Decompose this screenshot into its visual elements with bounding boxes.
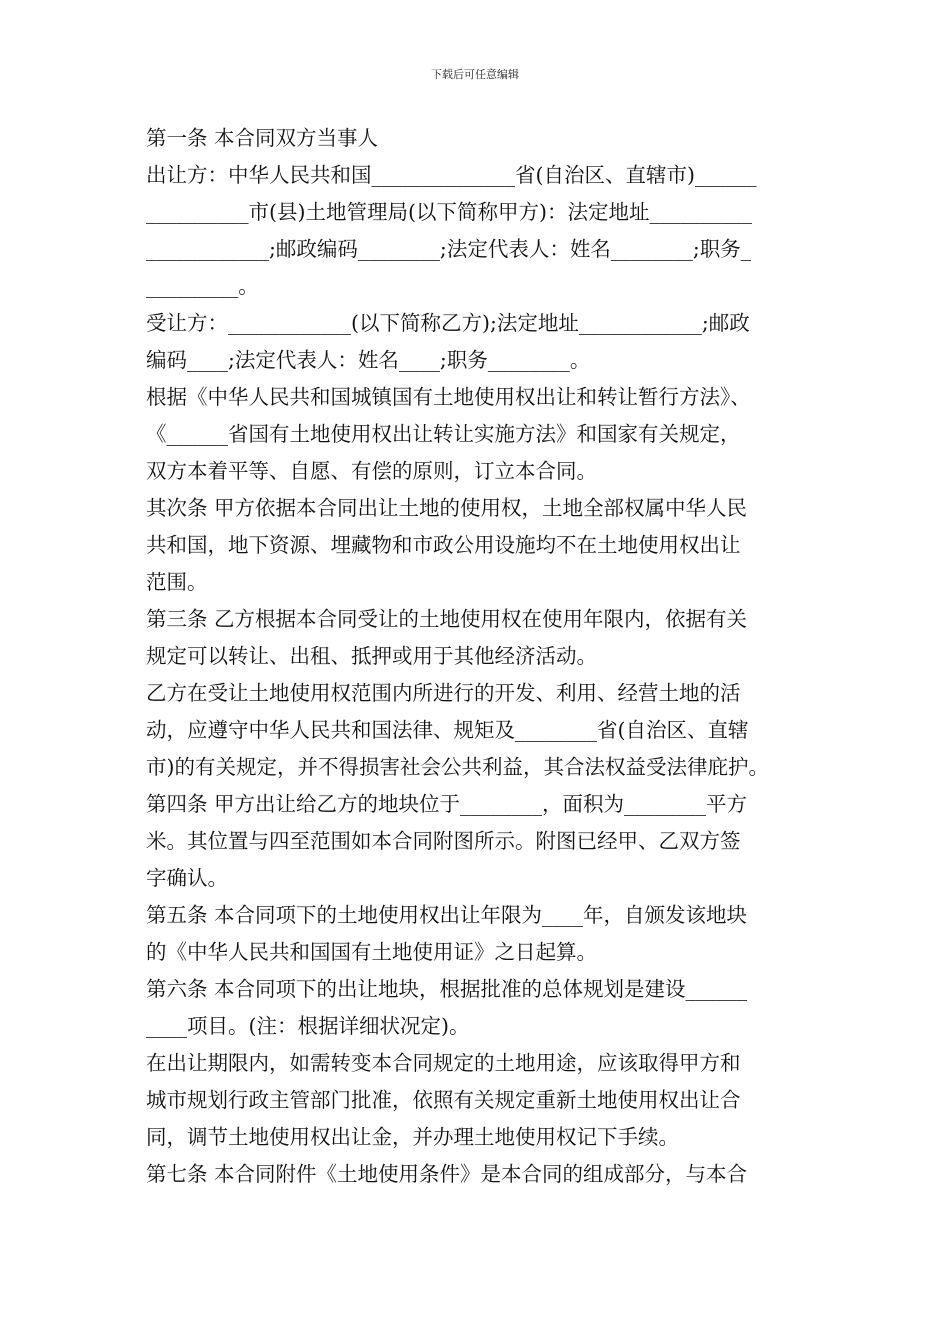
text-line: _________。 bbox=[146, 274, 259, 298]
text-line: 乙方在受让土地使用权范围内所进行的开发、利用、经营土地的活 bbox=[146, 681, 741, 705]
text-line: 编码____;法定代表人：姓名____;职务________。 bbox=[146, 348, 591, 372]
paragraph bbox=[146, 601, 808, 675]
text-line: 第五条 本合同项下的土地使用权出让年限为____年，自颁发该地块 bbox=[146, 903, 748, 927]
text-line: 其次条 甲方依据本合同出让土地的使用权，土地全部权属中华人民 bbox=[146, 496, 748, 520]
text-line: 动，应遵守中华人民共和国法律、规矩及________省(自治区、直辖 bbox=[146, 718, 749, 742]
paragraph bbox=[146, 157, 808, 305]
text-line: 的《中华人民共和国国有土地使用证》之日起算。 bbox=[146, 940, 597, 964]
text-line: 城市规划行政主管部门批准，依照有关规定重新土地使用权出让合 bbox=[146, 1088, 741, 1112]
text-line: 《______省国有土地使用权出让转让实施方法》和国家有关规定， bbox=[146, 422, 741, 446]
document-body bbox=[146, 120, 808, 1193]
paragraph bbox=[146, 120, 808, 157]
paragraph bbox=[146, 897, 808, 971]
text-line: 第六条 本合同项下的出让地块，根据批准的总体规划是建设______ bbox=[146, 977, 748, 1001]
text-line: 第一条 本合同双方当事人 bbox=[146, 126, 379, 150]
text-line: 共和国，地下资源、埋藏物和市政公用设施均不在土地使用权出让 bbox=[146, 533, 741, 557]
paragraph bbox=[146, 305, 808, 379]
text-line: 市)的有关规定，并不得损害社会公共利益，其合法权益受法律庇护。 bbox=[146, 755, 769, 779]
paragraph bbox=[146, 490, 808, 601]
text-line: 双方本着平等、自愿、有偿的原则，订立本合同。 bbox=[146, 459, 597, 483]
text-line: 出让方：中华人民共和国______________省(自治区、直辖市)______ bbox=[146, 163, 757, 187]
paragraph bbox=[146, 786, 808, 897]
text-line: 第七条 本合同附件《土地使用条件》是本合同的组成部分，与本合 bbox=[146, 1162, 748, 1186]
text-line: 第四条 甲方出让给乙方的地块位于________，面积为________平方 bbox=[146, 792, 748, 816]
paragraph bbox=[146, 971, 808, 1045]
paragraph bbox=[146, 675, 808, 786]
header-note: 下载后可任意编辑 bbox=[431, 68, 519, 81]
paragraph bbox=[146, 1045, 808, 1156]
text-line: ____项目。(注：根据详细状况定)。 bbox=[146, 1014, 470, 1038]
text-line: 规定可以转让、出租、抵押或用于其他经济活动。 bbox=[146, 644, 597, 668]
text-line: 第三条 乙方根据本合同受让的土地使用权在使用年限内，依据有关 bbox=[146, 607, 748, 631]
text-line: 受让方：____________(以下简称乙方);法定地址____________;邮政 bbox=[146, 311, 750, 335]
text-line: 米。其位置与四至范围如本合同附图所示。附图已经甲、乙双方签 bbox=[146, 829, 741, 853]
text-line: 字确认。 bbox=[146, 866, 228, 890]
text-line: __________市(县)土地管理局(以下简称甲方)：法定地址__________ bbox=[146, 200, 752, 224]
text-line: 范围。 bbox=[146, 570, 208, 594]
text-line: 根据《中华人民共和国城镇国有土地使用权出让和转让暂行方法》、 bbox=[146, 385, 751, 409]
text-line: 在出让期限内，如需转变本合同规定的土地用途，应该取得甲方和 bbox=[146, 1051, 741, 1075]
text-line: ____________;邮政编码________;法定代表人：姓名________;职务_ bbox=[146, 237, 751, 261]
paragraph bbox=[146, 379, 808, 490]
paragraph bbox=[146, 1156, 808, 1193]
text-line: 同，调节土地使用权出让金，并办理土地使用权记下手续。 bbox=[146, 1125, 679, 1149]
